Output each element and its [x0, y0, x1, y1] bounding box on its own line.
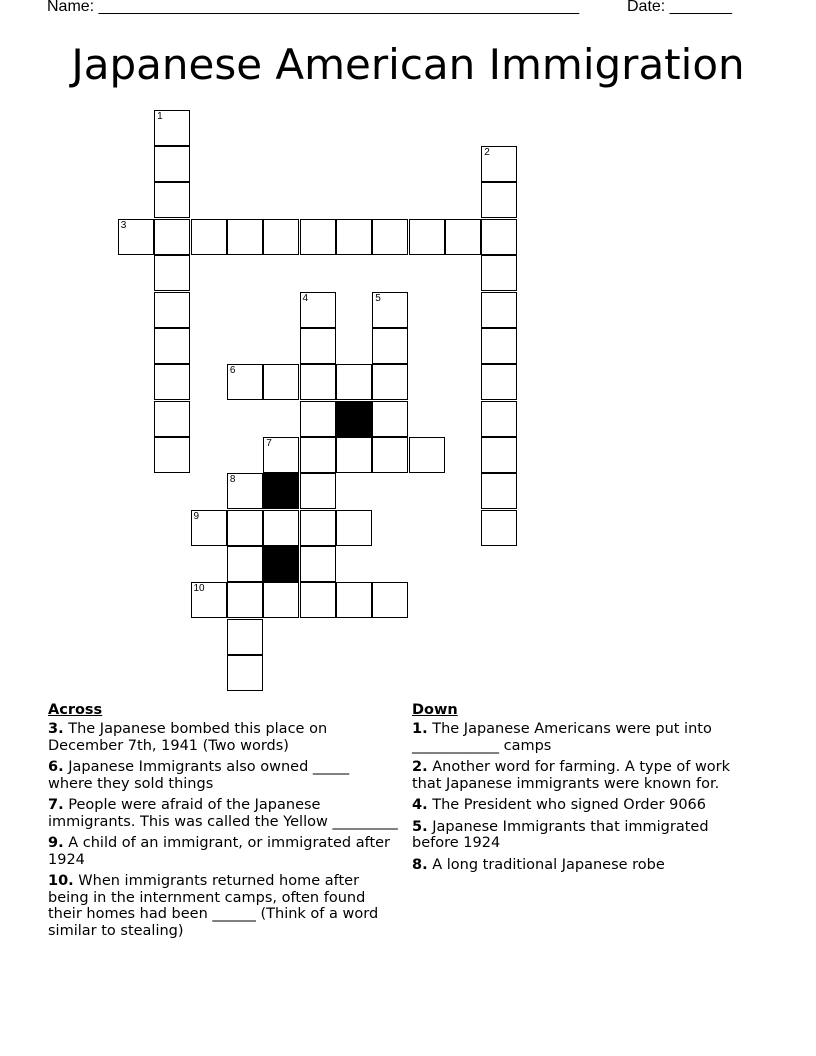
grid-cell[interactable]	[372, 219, 408, 255]
clue-text: People were afraid of the Japanese immigrants. This was called the Yellow _________	[48, 797, 398, 830]
across-clue	[48, 873, 398, 939]
grid-cell[interactable]	[227, 546, 263, 582]
grid-cell[interactable]	[336, 219, 372, 255]
clue-num: 8.	[412, 856, 428, 873]
clue-num: 3.	[48, 721, 64, 737]
across-heading: Across	[48, 702, 103, 718]
grid-cell[interactable]	[191, 219, 227, 255]
clue-number: 9	[193, 510, 200, 522]
clue-text: The Japanese Americans were put into ____________ camps	[412, 721, 712, 754]
down-clue	[412, 857, 757, 874]
grid-cell[interactable]	[336, 437, 372, 473]
grid-cell[interactable]	[481, 328, 517, 364]
grid-cell[interactable]	[227, 655, 263, 691]
across-clues	[48, 702, 398, 944]
grid-cell[interactable]	[227, 364, 263, 400]
name-blank[interactable]: ______________________________________________________	[98, 0, 580, 15]
grid-cell[interactable]	[481, 146, 517, 182]
black-square	[263, 546, 299, 582]
across-clue-list	[48, 721, 398, 939]
clue-number: 3	[120, 219, 127, 231]
page-title: Japanese American Immigration	[71, 40, 745, 89]
grid-cell[interactable]	[300, 219, 336, 255]
clue-num: 4.	[412, 797, 428, 813]
clue-num: 9.	[48, 835, 64, 851]
grid-cell[interactable]	[227, 582, 263, 618]
grid-cell[interactable]	[300, 546, 336, 582]
clue-text: Another word for farming. A type of work that Japanese immigrants were known for.	[412, 759, 731, 792]
clue-text: The President who signed Order 9066	[427, 797, 706, 813]
clue-number: 5	[375, 292, 381, 304]
clue-num: 2.	[412, 759, 428, 775]
grid-cell[interactable]	[154, 219, 190, 255]
grid-cell[interactable]	[191, 510, 227, 546]
grid-cell[interactable]	[154, 437, 190, 473]
clue-number: 8	[229, 474, 236, 486]
clue-num: 6.	[48, 759, 64, 775]
clue-text: A long traditional Japanese robe	[427, 856, 665, 873]
down-clues	[412, 702, 757, 878]
clue-text: When immigrants returned home after being in the internment camps, often found their homes had been ______ (Think of a word similar to stealing)	[48, 873, 379, 939]
grid-cell[interactable]	[154, 255, 190, 291]
grid-cell[interactable]	[191, 582, 227, 618]
clue-number: 2	[484, 147, 490, 159]
grid-cell[interactable]	[263, 219, 299, 255]
grid-cell[interactable]	[336, 364, 372, 400]
black-square	[336, 401, 372, 437]
across-clue	[48, 721, 398, 754]
grid-cell[interactable]	[300, 401, 336, 437]
across-clue	[48, 759, 398, 792]
black-square	[263, 473, 299, 509]
grid-cell[interactable]	[154, 364, 190, 400]
clue-text: Japanese Immigrants that immigrated before 1924	[412, 818, 709, 851]
down-clue	[412, 797, 757, 814]
grid-cell[interactable]	[154, 146, 190, 182]
grid-cell[interactable]	[154, 110, 190, 146]
clue-num: 7.	[48, 797, 64, 813]
clue-num: 5.	[412, 818, 428, 835]
grid-cell[interactable]	[300, 437, 336, 473]
down-clue	[412, 759, 757, 792]
name-label: Name:	[47, 0, 95, 15]
across-clue	[48, 797, 398, 830]
grid-cell[interactable]	[372, 364, 408, 400]
grid-cell[interactable]	[263, 510, 299, 546]
grid-cell[interactable]	[481, 364, 517, 400]
clue-text: Japanese Immigrants also owned _____ where they sold things	[48, 759, 350, 792]
grid-cell[interactable]	[372, 401, 408, 437]
grid-cell[interactable]	[481, 219, 517, 255]
grid-cell[interactable]	[445, 219, 481, 255]
grid-cell[interactable]	[300, 582, 336, 618]
grid-cell[interactable]	[300, 364, 336, 400]
clue-number: 1	[157, 110, 163, 122]
clue-number: 6	[229, 365, 236, 377]
grid-cell[interactable]	[372, 328, 408, 364]
grid-cell[interactable]	[154, 328, 190, 364]
grid-cell[interactable]	[227, 473, 263, 509]
clue-num: 1.	[412, 721, 428, 737]
grid-cell[interactable]	[372, 437, 408, 473]
clue-num: 10.	[48, 873, 74, 889]
grid-cell[interactable]	[372, 582, 408, 618]
clue-text: A child of an immigrant, or immigrated after 1924	[48, 835, 391, 868]
grid-cell[interactable]	[227, 510, 263, 546]
grid-cell[interactable]	[154, 401, 190, 437]
grid-cell[interactable]	[300, 292, 336, 328]
grid-cell[interactable]	[409, 219, 445, 255]
grid-cell[interactable]	[481, 255, 517, 291]
grid-cell[interactable]	[481, 473, 517, 509]
clue-number: 10	[193, 583, 205, 595]
grid-cell[interactable]	[336, 510, 372, 546]
clue-number: 4	[302, 292, 309, 304]
grid-cell[interactable]	[481, 292, 517, 328]
grid-cell[interactable]	[118, 219, 154, 255]
grid-cell[interactable]	[481, 510, 517, 546]
grid-cell[interactable]	[154, 292, 190, 328]
grid-cell[interactable]	[263, 437, 299, 473]
grid-cell[interactable]	[300, 328, 336, 364]
across-clue	[48, 835, 398, 868]
grid-cell[interactable]	[481, 182, 517, 218]
grid-cell[interactable]	[300, 510, 336, 546]
down-heading: Down	[412, 702, 458, 718]
grid-cell[interactable]	[227, 219, 263, 255]
grid-cell[interactable]	[154, 182, 190, 218]
grid-cell[interactable]	[409, 437, 445, 473]
down-clue	[412, 819, 757, 852]
grid-cell[interactable]	[372, 292, 408, 328]
grid-cell[interactable]	[300, 473, 336, 509]
grid-cell[interactable]	[336, 582, 372, 618]
date-blank[interactable]: _______	[669, 0, 732, 15]
grid-cell[interactable]	[481, 437, 517, 473]
down-clue-list	[412, 721, 757, 873]
grid-cell[interactable]	[227, 619, 263, 655]
down-clue	[412, 721, 757, 754]
clue-number: 7	[266, 437, 272, 449]
grid-cell[interactable]	[481, 401, 517, 437]
grid-cell[interactable]	[263, 582, 299, 618]
clue-text: The Japanese bombed this place on December 7th, 1941 (Two words)	[48, 721, 328, 754]
grid-cell[interactable]	[263, 364, 299, 400]
date-label: Date:	[627, 0, 666, 15]
